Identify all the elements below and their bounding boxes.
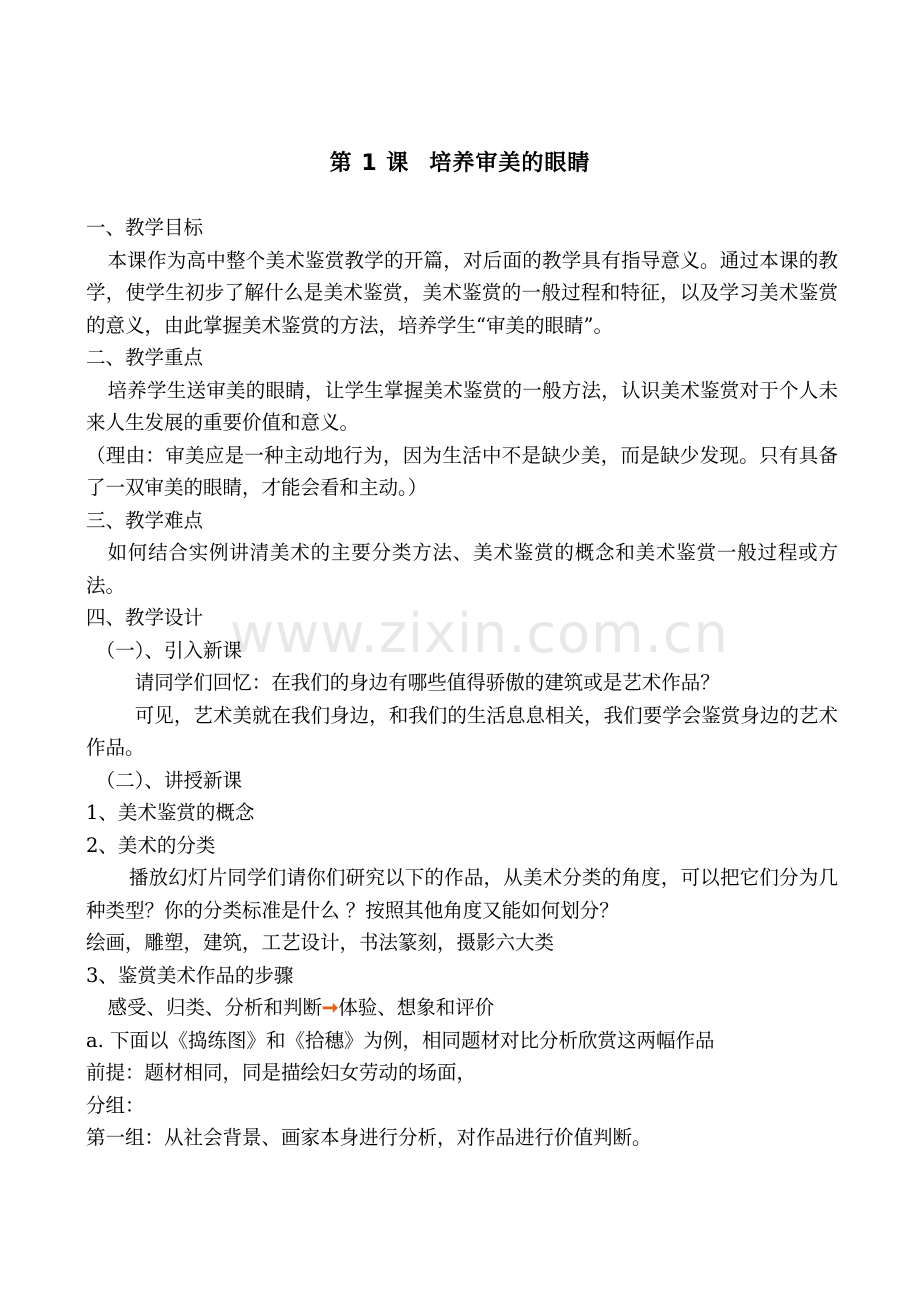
group-label: 分组： (86, 1093, 145, 1117)
arrow-right-icon: ➞ (321, 996, 339, 1019)
classification-types: 绘画，雕塑，建筑，工艺设计，书法篆刻，摄影六大类 (86, 931, 555, 954)
premise-line: 前提：题材相同，同是描绘妇女劳动的场面， (86, 1061, 477, 1084)
teach-heading: （二）、讲授新课 (95, 768, 243, 792)
intro-heading: （一）、引入新课 (95, 638, 243, 662)
difficulty-paragraph: 如何结合实例讲清美术的主要分类方法、美术鉴赏的概念和美术鉴赏一般过程或方法。 (86, 541, 838, 597)
focus-paragraph: 培养学生送审美的眼睛，让学生掌握美术鉴赏的一般方法，认识美术鉴赏对于个人未来人生发展的重要价值和意义。 (86, 378, 838, 434)
intro-question: 请同学们回忆：在我们的身边有哪些值得骄傲的建筑或是艺术作品？ (134, 671, 720, 694)
difficulty-heading: 三、教学难点 (86, 508, 204, 532)
focus-reason: （理由：审美应是一种主动地行为，因为生活中不是缺少美，而是缺少发现。只有具备了一双审美的眼睛，才能会看和主动。） (86, 443, 838, 499)
lesson-number: 第 1 课 (329, 151, 410, 176)
list-item-concept: 1、美术鉴赏的概念 (86, 801, 255, 824)
lesson-name: 培养审美的眼睛 (429, 151, 591, 176)
list-item-classification: 2、美术的分类 (86, 833, 216, 857)
document-body (86, 212, 838, 1155)
intro-conclusion: 可见，艺术美就在我们身边，和我们的生活息息相关，我们要学会鉴赏身边的艺术作品。 (86, 703, 838, 759)
steps-first: 感受、归类、分析和判断 (107, 996, 322, 1019)
group-one-line: 第一组：从社会背景、画家本身进行分析，对作品进行价值判断。 (86, 1126, 652, 1149)
design-heading: 四、教学设计 (86, 606, 204, 629)
page-title (0, 146, 920, 177)
example-line: a. 下面以《捣练图》和《拾穗》为例，相同题材对比分析欣赏这两幅作品 (86, 1028, 715, 1052)
goal-paragraph: 本课作为高中整个美术鉴赏教学的开篇，对后面的教学具有指导意义。通过本课的教学，使学生初步了解什么是美术鉴赏，美术鉴赏的一般过程和特征，以及学习美术鉴赏的意义，由此掌握美术鉴赏的方法，培养学生“审美的眼睛”。 (86, 248, 838, 337)
steps-line (86, 992, 838, 1025)
list-item-steps: 3、鉴赏美术作品的步骤 (86, 963, 294, 987)
steps-second: 体验、想象和评价 (338, 996, 495, 1019)
classification-paragraph: 播放幻灯片同学们请你们研究以下的作品，从美术分类的角度，可以把它们分为几种类型？你的分类标准是什么 ？按照其他角度又能如何划分？ (86, 866, 838, 922)
goal-heading: 一、教学目标 (86, 216, 204, 239)
focus-heading: 二、教学重点 (86, 346, 204, 369)
watermark: www.zixin.com.cn (230, 602, 729, 665)
